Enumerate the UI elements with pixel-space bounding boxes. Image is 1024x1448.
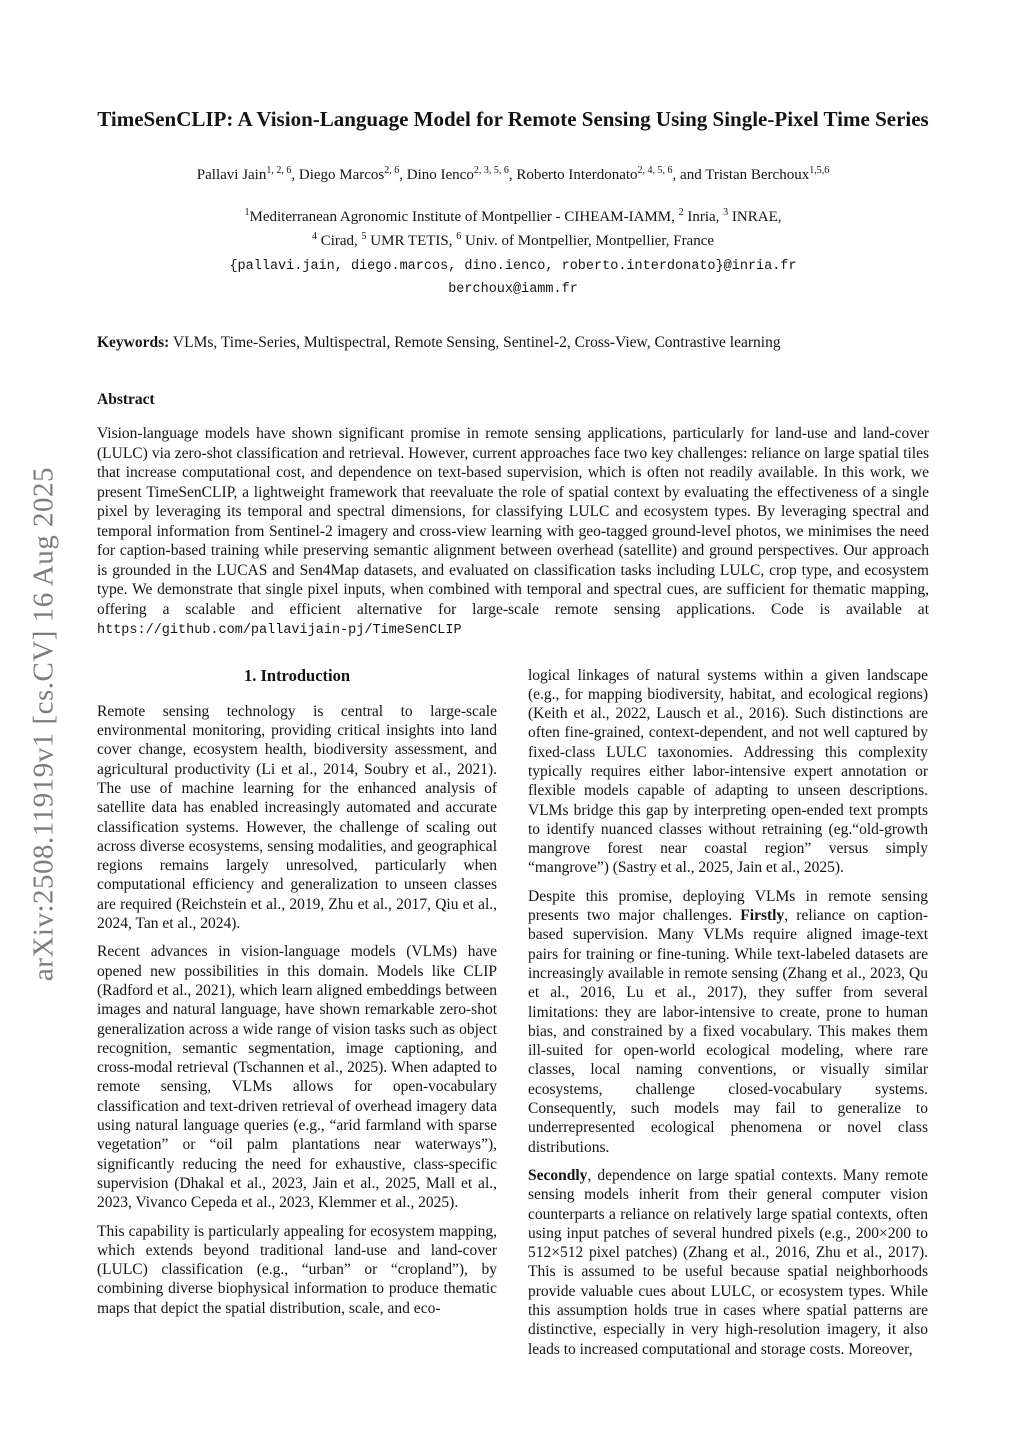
intro-paragraph-4: logical linkages of natural systems within a given landscape (e.g., for mapping biodiversity, habitat, and ecological regions) (Keith et al., 2022, Lausch et al., 2016). Such distinctions are often fine-grained, context-dependent, and not well captured by fixed-class LULC taxonomies. Addressing this complexity typically requires either labor-intensive expert annotation or flexible models capable of adapting to unseen descriptions. VLMs bridge this gap by interpreting open-ended text prompts to identify nuanced classes without retraining (eg.“old-growth mangrove forest near coastal region” versus simply “mangrove”) (Sastry et al., 2025, Jain et al., 2025). xyxy=(528,666,928,877)
email-line: berchoux@iamm.fr xyxy=(448,282,578,297)
intro-paragraph-6: Secondly, dependence on large spatial contexts. Many remote sensing models inherit from their general computer vision counterparts a reliance on relatively large spatial contexts, often using input patches of several hundred pixels (e.g., 200×200 to 512×512 pixel patches) (Zhang et al., 2016, Zhu et al., 2017). This is assumed to be useful because spatial neighborhoods provide valuable cues about LULC, or ecosystem types. While this assumption holds true in cases where spatial patterns are distinctive, especially in very high-resolution imagery, it also leads to increased computational and storage costs. Moreover, xyxy=(528,1166,928,1358)
secondly-bold: Secondly xyxy=(528,1166,588,1184)
keywords-label: Keywords: xyxy=(97,334,170,351)
email-line: {pallavi.jain, diego.marcos, dino.ienco, roberto.interdonato}@inria.fr xyxy=(229,259,797,274)
author-emails xyxy=(97,255,929,301)
author: , Diego Marcos$^{2, 6}$ xyxy=(291,165,400,183)
paper-title: TimeSenCLIP: A Vision-Language Model for Remote Sensing Using Single-Pixel Time Series xyxy=(97,107,929,131)
affiliation-line: $^1$Mediterranean Agronomic Institute of Montpellier - CIHEAM-IAMM, $^2$ Inria, $^3$ INRAE, xyxy=(244,207,782,225)
left-column xyxy=(97,666,497,1368)
arxiv-identifier: arXiv:2508.11919v1 [cs.CV] 16 Aug 2025 xyxy=(27,466,60,982)
firstly-bold: Firstly xyxy=(740,907,785,925)
keywords-line xyxy=(97,334,929,352)
author: , Dino Ienco$^{2, 3, 5, 6}$ xyxy=(399,165,509,183)
affiliation-line: $^4$ Cirad, $^5$ UMR TETIS, $^6$ Univ. of Montpellier, Montpellier, France xyxy=(311,231,715,249)
author: , Roberto Interdonato$^{2, 4, 5, 6}$ xyxy=(508,165,673,183)
intro-paragraph-2: Recent advances in vision-language models (VLMs) have opened new possibilities in this domain. Models like CLIP (Radford et al., 2021), which learn aligned embeddings between images and natural language, have shown remarkable zero-shot generalization across a wide range of vision tasks such as object recognition, semantic segmentation, image captioning, and cross-modal retrieval (Tschannen et al., 2025). When adapted to remote sensing, VLMs allows for open-vocabulary classification and text-driven retrieval of overhead imagery data using natural language queries (e.g., “arid farmland with sparse vegetation” or “oil palm plantations near waterways”), significantly reducing the need for exhaustive, class-specific supervision (Dhakal et al., 2023, Jain et al., 2025, Mall et al., 2023, Vivanco Cepeda et al., 2023, Klemmer et al., 2025). xyxy=(97,943,497,1212)
keywords-text: VLMs, Time-Series, Multispectral, Remote Sensing, Sentinel-2, Cross-View, Contrastive learning xyxy=(169,334,781,351)
right-column xyxy=(528,666,928,1368)
intro-paragraph-3: This capability is particularly appealing for ecosystem mapping, which extends beyond traditional land-use and land-cover (LULC) classification (e.g., “urban” or “cropland”), by combining diverse biophysical information to produce thematic maps that depict the spatial distribution, scale, and eco- xyxy=(97,1222,497,1317)
author-line xyxy=(97,167,929,184)
paper-content xyxy=(97,0,929,1368)
author: , and Tristan Berchoux$^{1,5,6}$ xyxy=(672,165,830,183)
section-heading-introduction: 1. Introduction xyxy=(243,665,351,685)
author: Pallavi Jain$^{1, 2, 6}$ xyxy=(196,165,292,183)
intro-paragraph-1: Remote sensing technology is central to large-scale environmental monitoring, providing critical insights into land cover change, ecosystem health, biodiversity assessment, and agricultural productivity (Li et al., 2014, Soubry et al., 2021). The use of machine learning for the enhanced analysis of satellite data has enabled increasingly automated and accurate classification systems. However, the challenge of scaling out across diverse ecosystems, sensing modalities, and geographical regions remains largely unresolved, particularly when computational efficiency and generalization to unseen classes are required (Reichstein et al., 2019, Zhu et al., 2017, Qiu et al., 2024, Tan et al., 2024). xyxy=(97,702,497,933)
abstract-heading: Abstract xyxy=(97,391,155,408)
affiliations xyxy=(97,205,929,253)
intro-paragraph-5: Despite this promise, deploying VLMs in remote sensing presents two major challenges. Firstly, reliance on caption-based supervision. Many VLMs require aligned image-text pairs for training or fine-tuning. While text-labeled datasets are increasingly available in remote sensing (Zhang et al., 2023, Qu et al., 2016, Lu et al., 2017), they suffer from several limitations: they are labor-intensive to create, prone to human bias, and constrained by a fixed vocabulary. This makes them ill-suited for open-world ecological modeling, where rare classes, local naming conventions, or visually similar ecosystems, challenge closed-vocabulary systems. Consequently, such models may fail to generalize to underrepresented ecological phenomena or novel class distributions. xyxy=(528,887,929,1156)
abstract-text: Vision-language models have shown significant promise in remote sensing applications, particularly for land-use and land-cover (LULC) via zero-shot classification and retrieval. However, current approaches face two key challenges: reliance on large spatial tiles that increase computational cost, and dependence on text-based supervision, which is often not readily available. In this work, we present TimeSenCLIP, a lightweight framework that reevaluate the role of spatial context by evaluating the effectiveness of a single pixel by leveraging its temporal and spectral dimensions, for classifying LULC and ecosystem types. By leveraging spectral and temporal information from Sentinel-2 imagery and cross-view learning with geo-tagged ground-level photos, we minimises the need for caption-based training while preserving semantic alignment between overhead (satellite) and ground perspectives. Our approach is grounded in the LUCAS and Sen4Map datasets, and evaluated on classification tasks including LULC, crop type, and ecosystem type. We demonstrate that single pixel inputs, when combined with temporal and spectral cues, are sufficient for thematic mapping, offering a scalable and efficient alternative for large-scale remote sensing applications. Code is available at https://github.com/pallavijain-pj/TimeSenCLIP xyxy=(97,425,929,638)
code-url-link[interactable]: https://github.com/pallavijain-pj/TimeSenCLIP xyxy=(97,623,462,638)
two-column-body xyxy=(97,666,929,1368)
